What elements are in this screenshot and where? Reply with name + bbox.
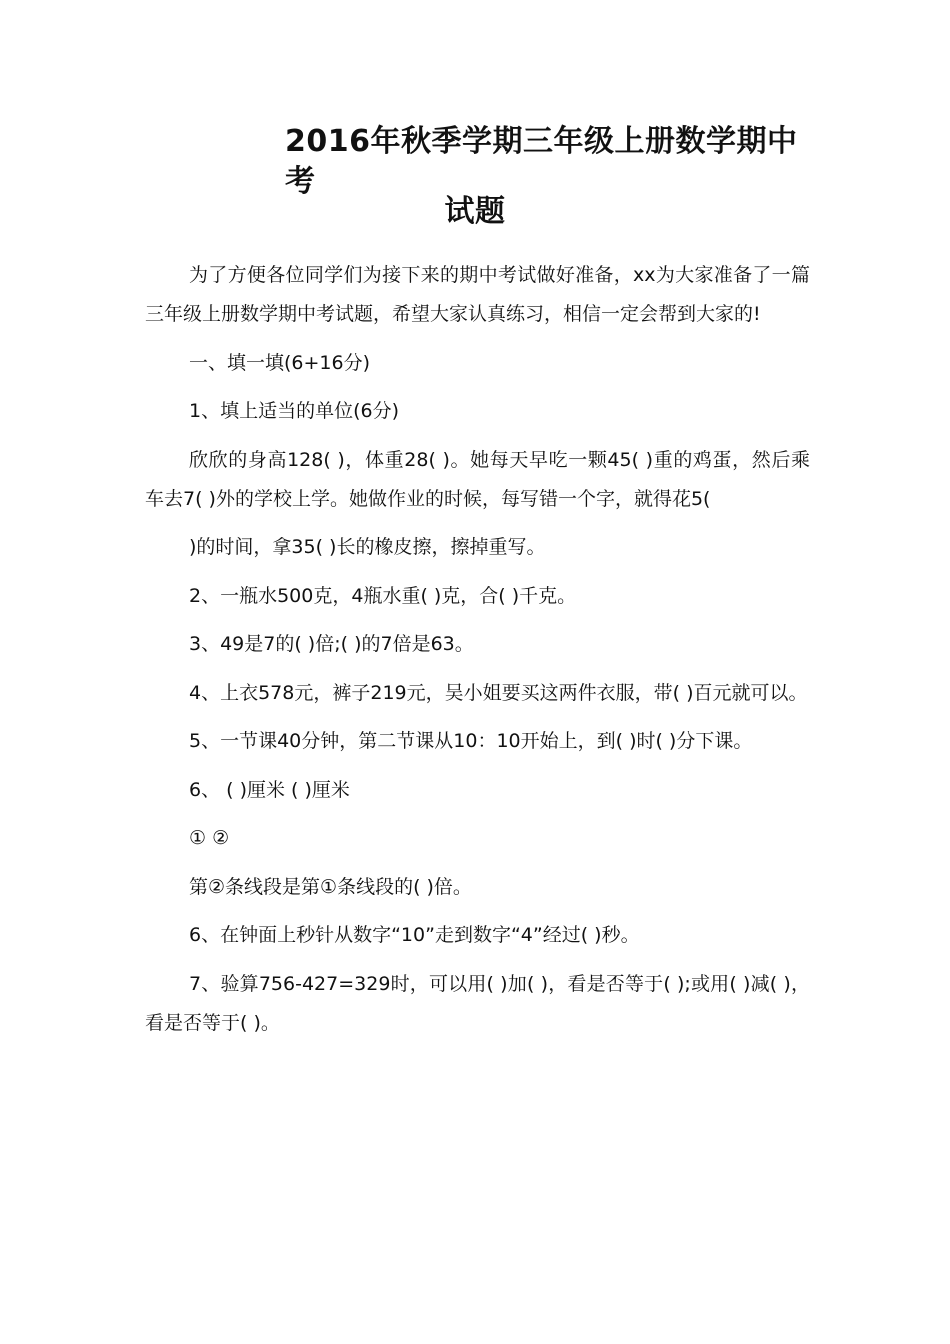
title-line-1: 2016年秋季学期三年级上册数学期中考 (285, 124, 798, 199)
intro-paragraph: 为了方便各位同学们为接下来的期中考试做好准备，xx为大家准备了一篇三年级上册数学期中考试题，希望大家认真练习，相信一定会帮到大家的! (145, 264, 810, 325)
question-1-title: 1、填上适当的单位(6分) (189, 400, 400, 422)
question-4: 4、上衣578元，裤子219元，吴小姐要买这两件衣服，带( )百元就可以。 (189, 681, 808, 704)
question-1-text: 欣欣的身高128( )，体重28( )。她每天早吃一颗45( )重的鸡蛋，然后乘车去7( )外的学校上学。她做作业的时候，每写错一个字，就得花5( (145, 448, 810, 510)
question-6-ratio: 第②条线段是第①条线段的( )倍。 (189, 875, 472, 898)
section-heading: 一、填一填(6+16分) (189, 351, 371, 374)
question-5: 5、一节课40分钟，第二节课从10：10开始上，到( )时( )分下课。 (189, 730, 753, 752)
question-6-lengths: 6、 ( )厘米 ( )厘米 (189, 778, 350, 801)
question-7: 7、验算756-427=329时，可以用( )加( )，看是否等于( );或用( )减( )，看是否等于( )。 (145, 972, 810, 1034)
question-6-markers: ① ② (189, 827, 230, 849)
question-6-clock: 6、在钟面上秒针从数字“10”走到数字“4”经过( )秒。 (189, 924, 640, 946)
title-line-2: 试题 (444, 194, 506, 229)
question-3: 3、49是7的( )倍;( )的7倍是63。 (189, 633, 474, 655)
question-1-text-continued: )的时间，拿35( )长的橡皮擦，擦掉重写。 (189, 536, 546, 558)
document-body (145, 256, 810, 1052)
question-2: 2、一瓶水500克，4瓶水重( )克，合( )千克。 (189, 584, 577, 607)
